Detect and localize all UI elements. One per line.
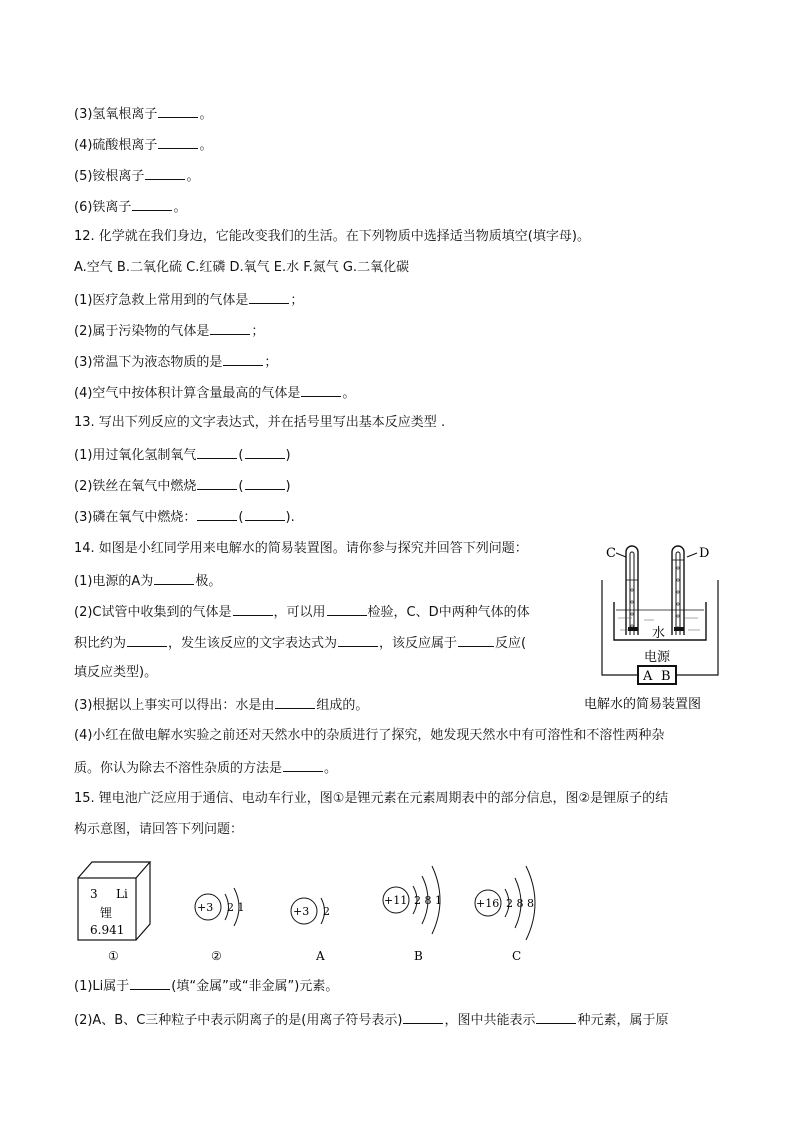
answer-blank[interactable] <box>197 476 237 490</box>
sub-question-text: (1)Li属于 <box>74 979 130 994</box>
punct: 。 <box>324 761 338 776</box>
power-terminal-a: A <box>643 669 653 684</box>
punct: ) <box>285 479 291 494</box>
item-number: (6) <box>74 200 93 215</box>
answer-blank[interactable] <box>158 135 198 149</box>
q11-line-4 <box>74 135 212 155</box>
test-tube-c-inner <box>630 552 634 635</box>
answer-blank[interactable] <box>127 633 167 647</box>
electrode-left <box>628 627 638 631</box>
q11-line-3 <box>74 104 212 124</box>
sub-question-text: 反应( <box>495 636 527 651</box>
punct: ； <box>251 324 265 339</box>
atomic-mass: 6.941 <box>90 923 125 937</box>
water-label: 水 <box>652 626 666 641</box>
particle-c-diagram <box>475 866 535 940</box>
electrolysis-apparatus-drawing <box>584 540 734 715</box>
atom-diagrams <box>70 850 590 965</box>
sub-question-text: (1)医疗急救上常用到的气体是 <box>74 293 249 308</box>
reaction-type-blank[interactable] <box>245 476 285 490</box>
q14-sub-4-line-1: (4)小红在做电解水实验之前还对天然水中的杂质进行了探究，她发现天然水中有可溶性和不溶性两种杂 <box>74 728 665 743</box>
periodic-table-cell <box>78 862 150 940</box>
answer-blank[interactable] <box>403 1010 443 1024</box>
lithium-atom-diagram <box>195 888 245 926</box>
answer-blank[interactable] <box>154 571 194 585</box>
sub-question-text: (填“金属”或“非金属”)元素。 <box>171 979 339 994</box>
q14-sub-1 <box>74 571 221 591</box>
electrolysis-apparatus-figure <box>584 540 734 715</box>
answer-blank[interactable] <box>536 1010 576 1024</box>
electron-shells: 2 1 <box>227 901 245 914</box>
nucleus-charge: +3 <box>293 905 310 918</box>
test-tube-c <box>626 546 638 635</box>
answer-blank[interactable] <box>283 758 323 772</box>
item-number: (5) <box>74 169 93 184</box>
punct: 。 <box>186 169 200 184</box>
sub-question-text: (1)电源的A为 <box>74 574 154 589</box>
sub-question-text: ，图中共能表示 <box>444 1013 536 1028</box>
punct: 。 <box>199 138 213 153</box>
answer-blank[interactable] <box>130 976 170 990</box>
sub-question-text: 种元素，属于原 <box>577 1013 669 1028</box>
particle-a-diagram <box>291 898 330 924</box>
q13-sub-3 <box>74 507 295 527</box>
caption-figure-1: ① <box>108 949 119 963</box>
electron-shells: 2 8 8 <box>506 897 534 910</box>
item-number: (3) <box>74 107 93 122</box>
item-text: 铁离子 <box>92 200 132 215</box>
punct: 。 <box>342 386 356 401</box>
particle-b-diagram <box>383 866 442 934</box>
sub-question-text: 极。 <box>195 574 222 589</box>
sub-question-text: (3)根据以上事实可以得出：水是由 <box>74 698 275 713</box>
tube-d-label: D <box>699 546 710 561</box>
answer-blank[interactable] <box>301 383 341 397</box>
electron-shells: 2 <box>323 905 330 918</box>
q14-sub-3 <box>74 695 368 715</box>
answer-blank[interactable] <box>132 197 172 211</box>
punct: ) <box>285 448 291 463</box>
tube-c-pointer <box>616 553 626 557</box>
punct: ). <box>285 510 295 525</box>
q15-stem-line-1: 15. 锂电池广泛应用于通信、电动车行业，图①是锂元素在元素周期表中的部分信息，图②是锂原子的结 <box>74 791 669 806</box>
sub-question-text: ，该反应属于 <box>379 636 458 651</box>
atom-structure-figures <box>70 850 590 965</box>
sub-question-text: 检验，C、D中两种气体的体 <box>367 605 530 620</box>
q15-stem-line-2: 构示意图，请回答下列问题： <box>74 822 244 837</box>
punct: ； <box>290 293 304 308</box>
caption-c: C <box>512 949 522 963</box>
q14-sub-2-line-2 <box>74 633 526 653</box>
q15-sub-2 <box>74 1010 668 1030</box>
punct: 。 <box>173 200 187 215</box>
answer-blank[interactable] <box>210 321 250 335</box>
answer-blank[interactable] <box>197 507 237 521</box>
tube-d-pointer <box>687 553 697 557</box>
punct: 。 <box>199 107 213 122</box>
q14-stem: 14. 如图是小红同学用来电解水的简易装置图。请你参与探究并回答下列问题： <box>74 541 528 556</box>
answer-blank[interactable] <box>223 352 263 366</box>
sub-question-text: ，可以用 <box>273 605 326 620</box>
answer-blank[interactable] <box>249 290 289 304</box>
answer-blank[interactable] <box>275 695 315 709</box>
sub-question-text: (3)磷在氧气中燃烧： <box>74 510 197 525</box>
q12-sub-1 <box>74 290 303 310</box>
sub-question-text: (1)用过氧化氢制氧气 <box>74 448 197 463</box>
sub-question-text: (4)空气中按体积计算含量最高的气体是 <box>74 386 301 401</box>
q12-sub-3 <box>74 352 277 372</box>
q12-stem: 12. 化学就在我们身边，它能改变我们的生活。在下列物质中选择适当物质填空(填字母)。 <box>74 229 590 244</box>
q12-sub-4 <box>74 383 355 403</box>
caption-a: A <box>316 949 325 963</box>
item-text: 铵根离子 <box>92 169 145 184</box>
q11-line-5 <box>74 166 199 186</box>
punct: ( <box>238 510 244 525</box>
q14-sub-2-line-1 <box>74 602 530 622</box>
q14-sub-4-line-2 <box>74 758 337 778</box>
electron-shells: 2 8 1 <box>414 894 442 907</box>
item-number: (4) <box>74 138 93 153</box>
sub-question-text: (2)C试管中收集到的气体是 <box>74 605 232 620</box>
q12-options: A.空气 B.二氧化硫 C.红磷 D.氧气 E.水 F.氮气 G.二氧化碳 <box>74 260 410 275</box>
tube-c-label: C <box>606 546 616 561</box>
sub-question-text: (2)属于污染物的气体是 <box>74 324 210 339</box>
element-symbol: Li <box>116 887 128 901</box>
atomic-number: 3 <box>90 887 98 901</box>
q13-sub-2 <box>74 476 291 496</box>
answer-blank[interactable] <box>158 104 198 118</box>
sub-question-text: 积比约为 <box>74 636 127 651</box>
sub-question-text: (3)常温下为液态物质的是 <box>74 355 223 370</box>
electrode-right <box>674 627 684 631</box>
sub-question-text: (2)铁丝在氧气中燃烧 <box>74 479 197 494</box>
answer-blank[interactable] <box>327 602 367 616</box>
answer-blank[interactable] <box>338 633 378 647</box>
nucleus-charge: +16 <box>476 897 500 910</box>
caption-b: B <box>414 949 423 963</box>
punct: ( <box>238 448 244 463</box>
answer-blank[interactable] <box>458 633 494 647</box>
reaction-type-blank[interactable] <box>245 445 285 459</box>
item-text: 氢氧根离子 <box>92 107 158 122</box>
answer-blank[interactable] <box>233 602 273 616</box>
q12-sub-2 <box>74 321 264 341</box>
q11-line-6 <box>74 197 186 217</box>
punct: ； <box>264 355 278 370</box>
reaction-type-blank[interactable] <box>245 507 285 521</box>
answer-blank[interactable] <box>145 166 185 180</box>
nucleus-charge: +3 <box>197 901 214 914</box>
punct: ( <box>238 479 244 494</box>
element-name: 锂 <box>100 906 113 920</box>
nucleus-charge: +11 <box>384 894 408 907</box>
figure-caption: 电解水的简易装置图 <box>584 697 702 712</box>
q13-stem: 13. 写出下列反应的文字表达式，并在括号里写出基本反应类型 . <box>74 415 446 430</box>
q14-sub-2-line-3: 填反应类型)。 <box>74 665 158 680</box>
q13-sub-1 <box>74 445 291 465</box>
sub-question-text: ，发生该反应的文字表达式为 <box>168 636 338 651</box>
sub-question-text: (2)A、B、C三种粒子中表示阴离子的是(用离子符号表示) <box>74 1013 403 1028</box>
answer-blank[interactable] <box>197 445 237 459</box>
caption-figure-2: ② <box>211 949 222 963</box>
power-supply-label: 电源 <box>644 650 671 665</box>
sub-question-text: 质。你认为除去不溶性杂质的方法是 <box>74 761 283 776</box>
sub-question-text: 组成的。 <box>316 698 369 713</box>
q15-sub-1 <box>74 976 338 996</box>
item-text: 硫酸根离子 <box>92 138 158 153</box>
power-terminal-b: B <box>661 669 671 684</box>
